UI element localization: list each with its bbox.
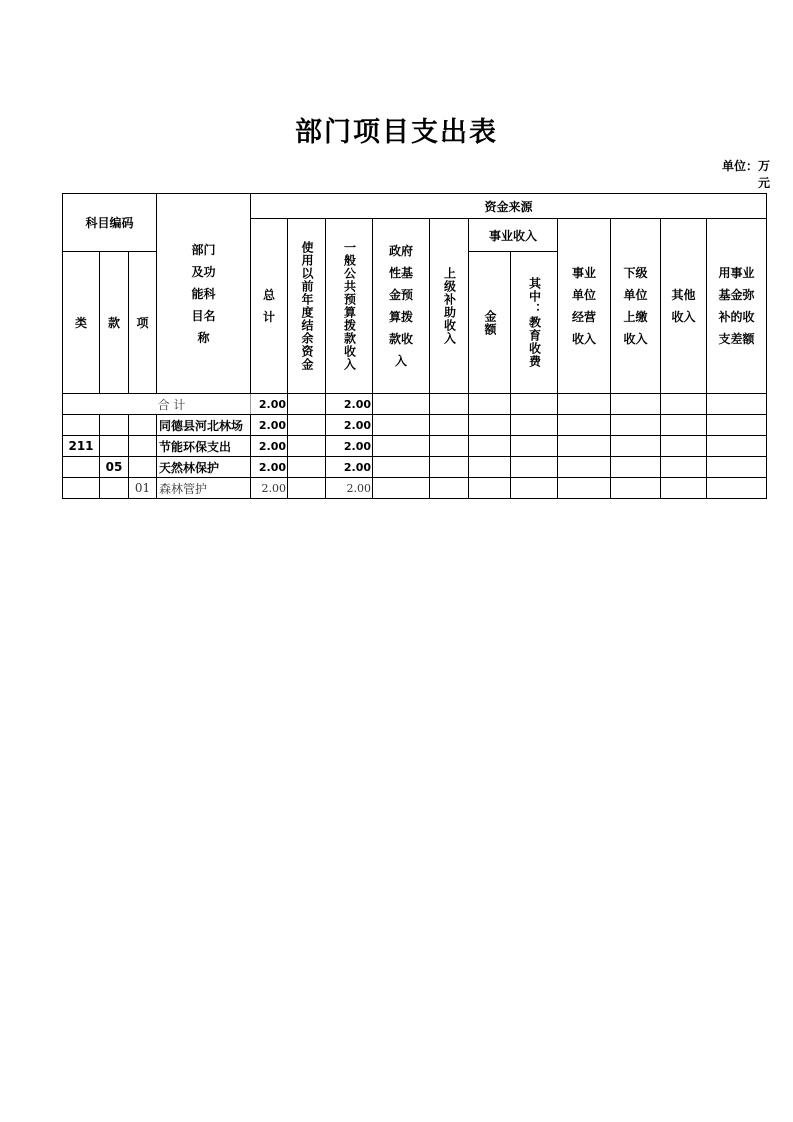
cell-kuan bbox=[100, 436, 129, 457]
cell-name: 节能环保支出 bbox=[157, 436, 251, 457]
header-business-income: 事业收入 bbox=[469, 219, 558, 252]
header-amount: 金额 bbox=[469, 252, 511, 394]
header-dept-name: 部门 及功 能科 目名 称 bbox=[157, 194, 251, 394]
table-row bbox=[63, 436, 767, 457]
cell-prior bbox=[288, 436, 326, 457]
row-total-label: 合 计 bbox=[63, 394, 251, 415]
cell-general: 2.00 bbox=[326, 436, 373, 457]
cell-total: 2.00 bbox=[251, 478, 288, 499]
cell-general: 2.00 bbox=[326, 415, 373, 436]
header-gov-fund: 政府 性基 金预 算拨 款收 入 bbox=[373, 219, 430, 394]
header-xiang: 项 bbox=[129, 252, 157, 394]
header-superior-subsidy: 上级补助收入 bbox=[430, 219, 469, 394]
cell-kuan bbox=[100, 415, 129, 436]
header-education-fee: 其中：教育收费 bbox=[511, 252, 558, 394]
cell-lei: 211 bbox=[63, 436, 100, 457]
header-total: 总 计 bbox=[251, 219, 288, 394]
cell-lei bbox=[63, 457, 100, 478]
cell-prior bbox=[288, 415, 326, 436]
header-lei: 类 bbox=[63, 252, 100, 394]
cell-general: 2.00 bbox=[326, 478, 373, 499]
cell-total: 2.00 bbox=[251, 415, 288, 436]
header-subject-code: 科目编码 bbox=[63, 194, 157, 252]
table-row bbox=[63, 394, 767, 415]
cell-name: 森林管护 bbox=[157, 478, 251, 499]
cell-name: 同德县河北林场 bbox=[157, 415, 251, 436]
header-fund-source: 资金来源 bbox=[251, 194, 767, 219]
header-business-unit-op: 事业 单位 经营 收入 bbox=[558, 219, 611, 394]
table-row bbox=[63, 478, 767, 499]
header-surplus-fund: 用事业 基金弥 补的收 支差额 bbox=[707, 219, 767, 394]
header-kuan: 款 bbox=[100, 252, 129, 394]
header-general-budget: 一般公共预算拨款收入 bbox=[326, 219, 373, 394]
cell-general: 2.00 bbox=[326, 394, 373, 415]
unit-label: 单位：万元 bbox=[722, 159, 771, 190]
cell-general: 2.00 bbox=[326, 457, 373, 478]
cell-xiang bbox=[129, 415, 157, 436]
cell-kuan: 05 bbox=[100, 457, 129, 478]
project-expenditure-table bbox=[62, 193, 767, 499]
cell-lei bbox=[63, 415, 100, 436]
cell-lei bbox=[63, 478, 100, 499]
cell-prior bbox=[288, 457, 326, 478]
cell-xiang bbox=[129, 436, 157, 457]
cell-total: 2.00 bbox=[251, 436, 288, 457]
header-other-income: 其他 收入 bbox=[661, 219, 707, 394]
cell-xiang: 01 bbox=[129, 478, 157, 499]
table-row bbox=[63, 415, 767, 436]
cell-prior bbox=[288, 394, 326, 415]
cell-total: 2.00 bbox=[251, 394, 288, 415]
table-row bbox=[63, 457, 767, 478]
header-prior-balance: 使用以前年度结余资金 bbox=[288, 219, 326, 394]
cell-prior bbox=[288, 478, 326, 499]
header-lower-unit-payment: 下级 单位 上缴 收入 bbox=[611, 219, 661, 394]
page-title: 部门项目支出表 bbox=[295, 117, 498, 148]
cell-xiang bbox=[129, 457, 157, 478]
cell-kuan bbox=[100, 478, 129, 499]
cell-total: 2.00 bbox=[251, 457, 288, 478]
cell-name: 天然林保护 bbox=[157, 457, 251, 478]
